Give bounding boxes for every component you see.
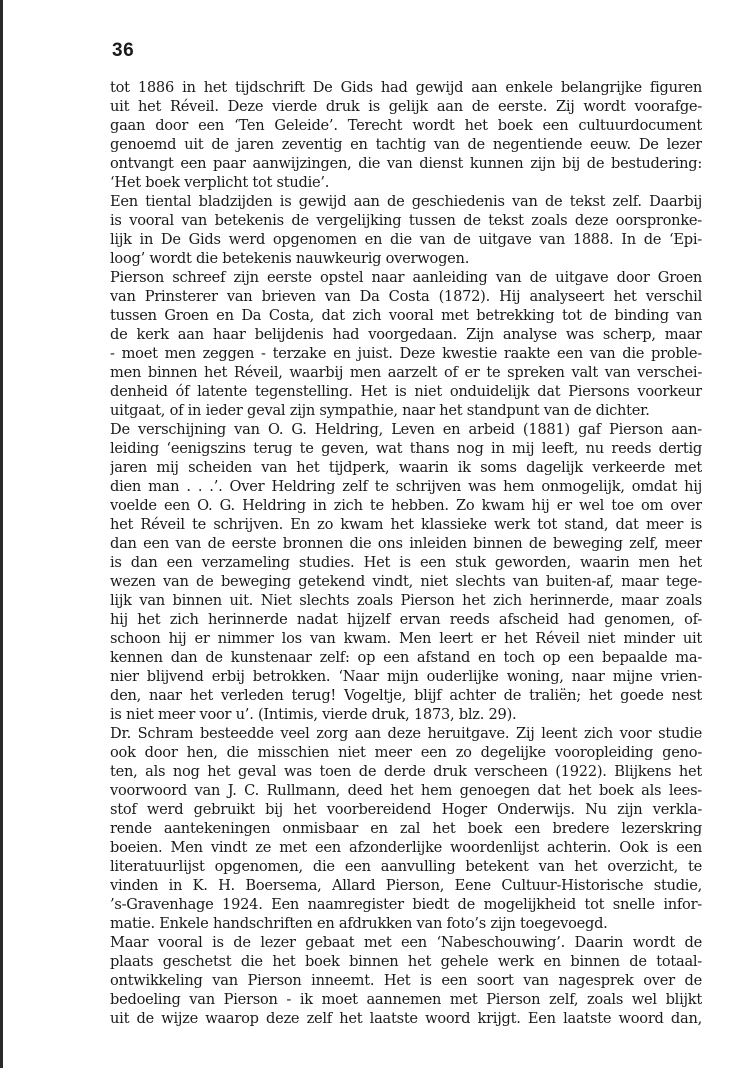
text-line: den, naar het verleden terug! Vogeltje, blijf achter de traliën; het goede nest xyxy=(110,687,702,704)
text-line: is vooral van betekenis de vergelijking tussen de tekst zoals deze oorspronke- xyxy=(110,212,702,229)
text-line: hij het zich herinnerde nadat hijzelf ervan reeds afscheid had genomen, of- xyxy=(110,611,702,628)
text-line: dan een van de eerste bronnen die ons inleiden binnen de beweging zelf, meer xyxy=(110,535,702,552)
text-line: - moet men zeggen - terzake en juist. Deze kwestie raakte een van die proble- xyxy=(110,345,702,362)
text-line: uit het Réveil. Deze vierde druk is gelijk aan de eerste. Zij wordt voorafge- xyxy=(110,98,702,115)
text-line: gaan door een ‘Ten Geleide’. Terecht wordt het boek een cultuurdocument xyxy=(110,117,702,134)
text-line: Pierson schreef zijn eerste opstel naar aanleiding van de uitgave door Groen xyxy=(110,269,702,286)
text-line: ‘Het boek verplicht tot studie’. xyxy=(110,174,330,191)
text-line: schoon hij er nimmer los van kwam. Men leert er het Réveil niet minder uit xyxy=(110,630,702,647)
text-line: van Prinsterer van brieven van Da Costa (1872). Hij analyseert het verschil xyxy=(110,288,702,305)
text-line: stof werd gebruikt bij het voorbereidend Hoger Onderwijs. Nu zijn verkla- xyxy=(110,801,702,818)
text-line: bedoeling van Pierson - ik moet aannemen met Pierson zelf, zoals wel blijkt xyxy=(110,991,702,1008)
text-line: jaren mij scheiden van het tijdperk, waarin ik soms dagelijk verkeerde met xyxy=(110,459,702,476)
text-line: literatuurlijst opgenomen, die een aanvulling betekent van het overzicht, te xyxy=(110,858,702,875)
body-text xyxy=(110,78,702,1028)
text-line: Dr. Schram besteedde veel zorg aan deze heruitgave. Zij leent zich voor studie xyxy=(110,725,702,742)
text-line: ’s-Gravenhage 1924. Een naamregister biedt de mogelijkheid tot snelle infor- xyxy=(110,896,702,913)
text-line: denheid óf latente tegenstelling. Het is niet onduidelijk dat Piersons voorkeur xyxy=(110,383,702,400)
text-line: matie. Enkele handschriften en afdrukken van foto’s zijn toegevoegd. xyxy=(110,915,608,932)
text-line: de kerk aan haar belijdenis had voorgedaan. Zijn analyse was scherp, maar xyxy=(110,326,702,343)
text-line: rende aantekeningen onmisbaar en zal het boek een bredere lezerskring xyxy=(110,820,702,837)
text-line: voelde een O. G. Heldring in zich te hebben. Zo kwam hij er wel toe om over xyxy=(110,497,702,514)
text-line: tussen Groen en Da Costa, dat zich vooral met betrekking tot de binding van xyxy=(110,307,702,324)
text-line: ontwikkeling van Pierson inneemt. Het is een soort van nagesprek over de xyxy=(110,972,702,989)
text-line: uit de wijze waarop deze zelf het laatste woord krijgt. Een laatste woord dan, xyxy=(110,1010,702,1027)
text-line: De verschijning van O. G. Heldring, Leven en arbeid (1881) gaf Pierson aan- xyxy=(110,421,702,438)
page-number: 36 xyxy=(112,40,135,61)
text-line: lijk in De Gids werd opgenomen en die van de uitgave van 1888. In de ‘Epi- xyxy=(110,231,702,248)
text-line: is niet meer voor u’. (Intimis, vierde druk, 1873, blz. 29). xyxy=(110,706,517,723)
text-line: boeien. Men vindt ze met een afzonderlijke woordenlijst achterin. Ook is een xyxy=(110,839,702,856)
text-line: vinden in K. H. Boersema, Allard Pierson, Eene Cultuur-Historische studie, xyxy=(110,877,702,894)
text-line: Maar vooral is de lezer gebaat met een ‘Nabeschouwing’. Daarin wordt de xyxy=(110,934,702,951)
text-line: het Réveil te schrijven. En zo kwam het klassieke werk tot stand, dat meer is xyxy=(110,516,702,533)
text-line: ontvangt een paar aanwijzingen, die van dienst kunnen zijn bij de bestudering: xyxy=(110,155,702,172)
text-line: dien man . . .’. Over Heldring zelf te schrijven was hem onmogelijk, omdat hij xyxy=(110,478,702,495)
text-line: nier blijvend erbij betrokken. ‘Naar mijn ouderlijke woning, naar mijne vrien- xyxy=(110,668,702,685)
text-line: voorwoord van J. C. Rullmann, deed het hem genoegen dat het boek als lees- xyxy=(110,782,702,799)
scan-edge-bar xyxy=(0,0,3,1068)
text-line: genoemd uit de jaren zeventig en tachtig van de negentiende eeuw. De lezer xyxy=(110,136,702,153)
text-line: tot 1886 in het tijdschrift De Gids had gewijd aan enkele belangrijke figuren xyxy=(110,79,702,96)
text-line: ook door hen, die misschien niet meer een zo degelijke vooropleiding geno- xyxy=(110,744,702,761)
text-line: is dan een verzameling studies. Het is een stuk geworden, waarin men het xyxy=(110,554,702,571)
text-line: Een tiental bladzijden is gewijd aan de geschiedenis van de tekst zelf. Daarbij xyxy=(110,193,702,210)
text-line: plaats geschetst die het boek binnen het gehele werk en binnen de totaal- xyxy=(110,953,702,970)
text-line: ten, als nog het geval was toen de derde druk verscheen (1922). Blijkens het xyxy=(110,763,702,780)
text-line: wezen van de beweging getekend vindt, niet slechts van buiten-af, maar tege- xyxy=(110,573,702,590)
text-line: men binnen het Réveil, waarbij men aarzelt of er te spreken valt van verschei- xyxy=(110,364,702,381)
text-line: kennen dan de kunstenaar zelf: op een afstand en toch op een bepaalde ma- xyxy=(110,649,702,666)
text-line: lijk van binnen uit. Niet slechts zoals Pierson het zich herinnerde, maar zoals xyxy=(110,592,702,609)
text-line: leiding ‘eenigszins terug te geven, wat thans nog in mij leeft, nu reeds dertig xyxy=(110,440,702,457)
text-line: loog’ wordt die betekenis nauwkeurig overwogen. xyxy=(110,250,470,267)
text-line: uitgaat, of in ieder geval zijn sympathie, naar het standpunt van de dichter. xyxy=(110,402,650,419)
